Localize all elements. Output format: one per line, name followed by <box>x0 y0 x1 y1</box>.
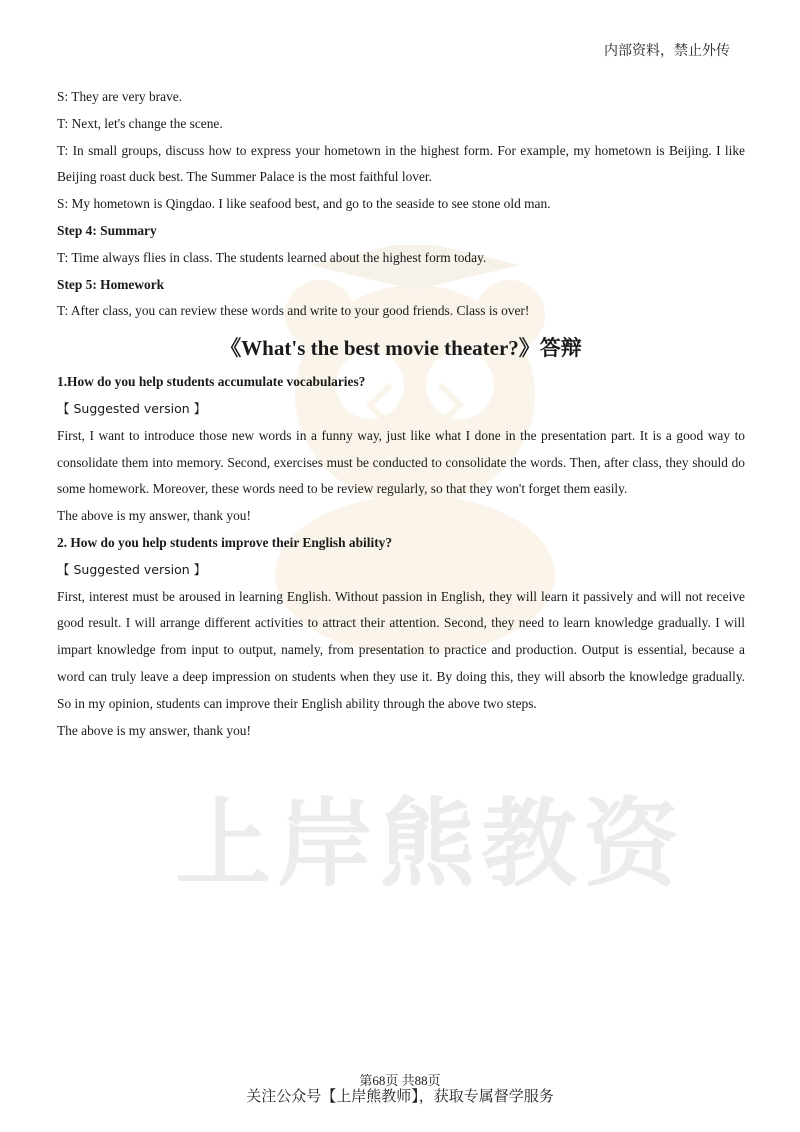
answer-1: First, I want to introduce those new words in a funny way, just like what I done in the presentation part. It is a good way to consolidate them into memory. Second, exercises must be conducted to consolidate the words. Then, after class, they should do some homework. Moreover, these words need to be review regularly, so that they won't forget them easily. <box>57 427 745 497</box>
watermark-text: 上岸熊教资 <box>175 788 685 900</box>
footer-note: 关注公众号【上岸熊教师】，获取专属督学服务 <box>246 1087 554 1105</box>
step4-heading: Step 4: Summary <box>57 222 157 238</box>
suggested-version-tag: 【 Suggested version 】 <box>57 561 207 577</box>
dialogue-line: T: Next, let's change the scene. <box>57 115 223 131</box>
answer-1-closing: The above is my answer, thank you! <box>57 508 251 524</box>
suggested-version-tag: 【 Suggested version 】 <box>57 400 207 416</box>
dialogue-line: S: My hometown is Qingdao. I like seafood best, and go to the seaside to see stone old man. <box>57 196 551 212</box>
question-2: 2. How do you help students improve their English ability? <box>57 534 393 550</box>
step5-text: T: After class, you can review these words and write to your good friends. Class is over! <box>57 303 530 319</box>
question-1: 1.How do you help students accumulate vocabularies? <box>57 374 366 390</box>
answer-2: First, interest must be aroused in learning English. Without passion in English, they will learn it passively and will not receive good result. I will arrange different activities to attract their attention. Second, they need to learn knowledge gradually. I will impart knowledge from input to output, namely, from presentation to practice and production. Output is essential, because a word can truly leave a deep impression on students when they use it. By doing this, they will absorb the knowledge gradually. So in my opinion, students can improve their English ability through the above two steps. <box>57 588 745 711</box>
answer-2-closing: The above is my answer, thank you! <box>57 722 251 738</box>
step5-heading: Step 5: Homework <box>57 276 165 292</box>
dialogue-line: S: They are very brave. <box>57 89 183 104</box>
section-title: 《What's the best movie theater?》答辩 <box>220 336 582 361</box>
dialogue-line: T: In small groups, discuss how to express your hometown in the highest form. For example, my hometown is Beijing. I like Beijing roast duck best. The Summer Palace is the most faithful lover. <box>57 142 745 185</box>
page-number: 第68页 共88页 <box>359 1073 441 1088</box>
header-note: 内部资料，禁止外传 <box>604 43 730 59</box>
step4-text: T: Time always flies in class. The students learned about the highest form today. <box>57 249 487 265</box>
document-body <box>57 84 745 744</box>
